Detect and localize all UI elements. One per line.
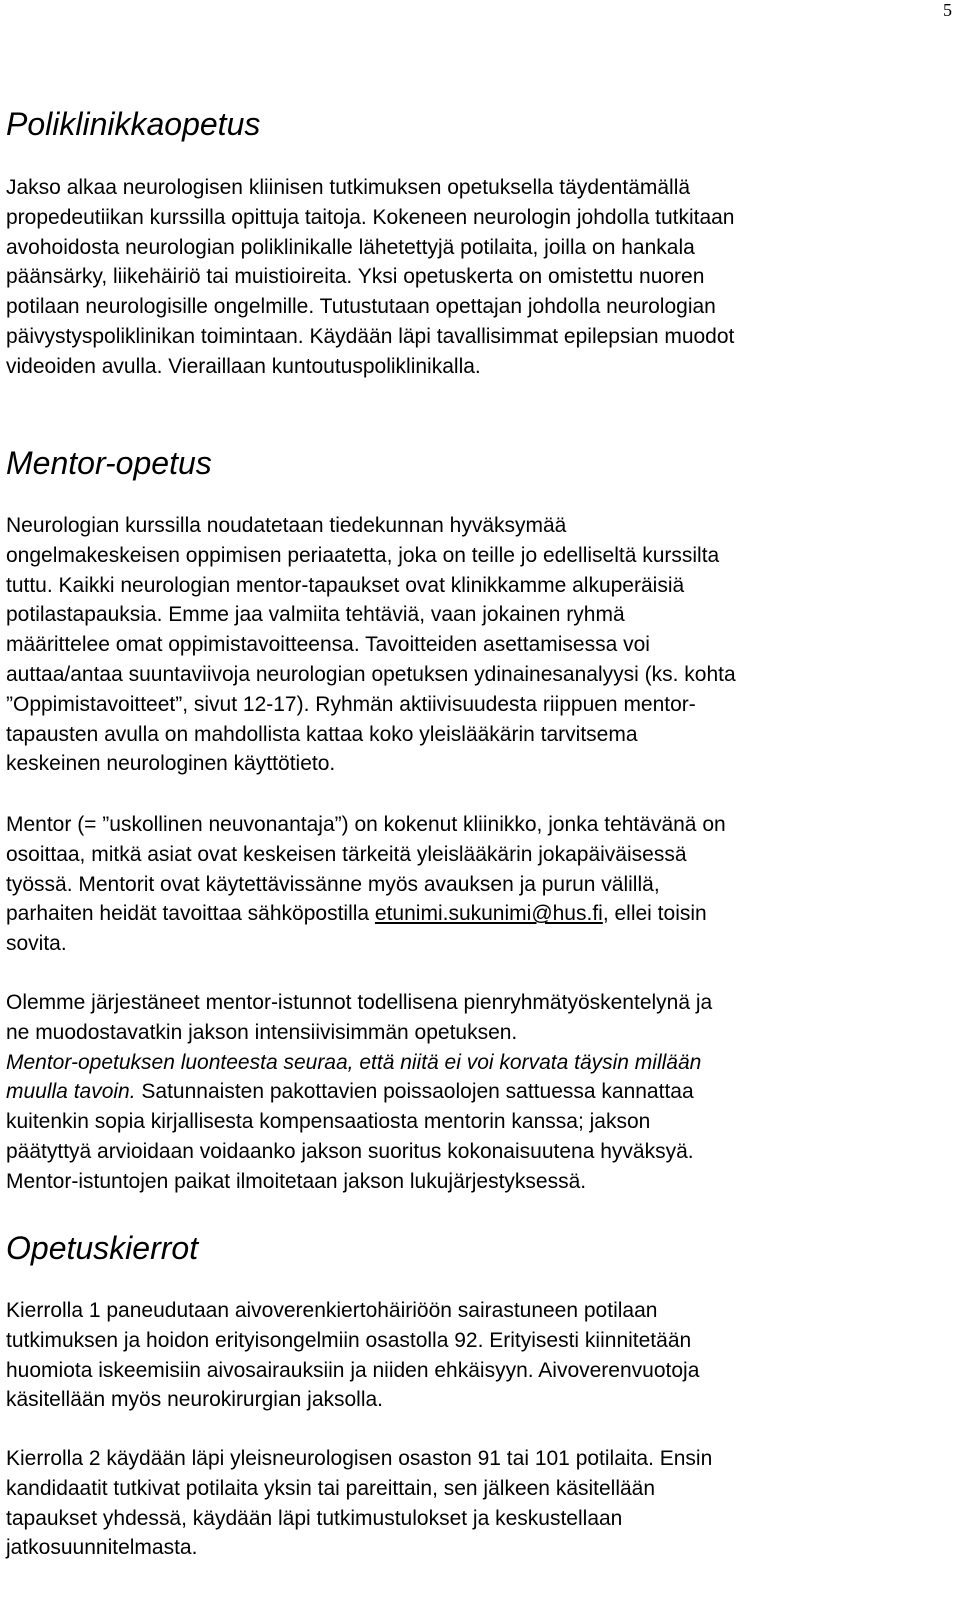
text-line: ne muodostavatkin jakson intensiivisimmän opetuksen. bbox=[6, 1020, 518, 1044]
paragraph-mentor-definition bbox=[6, 810, 936, 959]
text-line: tutkimuksen ja hoidon erityisongelmiin osastolla 92. Erityisesti kiinnitetään bbox=[6, 1328, 692, 1352]
italic-text-line: muulla tavoin. bbox=[6, 1080, 136, 1104]
paragraph-mentor-sessions bbox=[6, 988, 936, 1197]
text-line: potilaan neurologisille ongelmille. Tutustutaan opettajan johdolla neurologian bbox=[6, 295, 716, 319]
text-line: päätyttyä arvioidaan voidaanko jakson suoritus kokonaisuutena hyväksyä. bbox=[6, 1139, 694, 1163]
text-line: sovita. bbox=[6, 932, 67, 956]
heading-poliklinikkaopetus: Poliklinikkaopetus bbox=[6, 106, 261, 142]
text-line: videoiden avulla. Vieraillaan kuntoutuspoliklinikalla. bbox=[6, 354, 481, 378]
text-line: kandidaatit tutkivat potilaita yksin tai pareittain, sen jälkeen käsitellään bbox=[6, 1476, 656, 1500]
text-line: , ellei toisin bbox=[602, 902, 707, 926]
text-line: propedeutiikan kurssilla opittuja taitoja. Kokeneen neurologin johdolla tutkitaan bbox=[6, 205, 735, 229]
paragraph-kierros-2 bbox=[6, 1444, 936, 1563]
italic-text-line: Mentor-opetuksen luonteesta seuraa, että niitä ei voi korvata täysin millään bbox=[6, 1050, 702, 1074]
text-line: potilastapauksia. Emme jaa valmiita tehtäviä, vaan jokainen ryhmä bbox=[6, 603, 625, 627]
heading-opetuskierrot: Opetuskierrot bbox=[6, 1230, 199, 1266]
paragraph-mentor-intro bbox=[6, 511, 936, 779]
text-line: tuttu. Kaikki neurologian mentor-tapaukset ovat klinikkamme alkuperäisiä bbox=[6, 573, 685, 597]
text-line: ongelmakeskeisen oppimisen periaatetta, joka on teille jo edelliseltä kurssilta bbox=[6, 543, 720, 567]
text-line: päänsärky, liikehäiriö tai muistioireita. Yksi opetuskerta on omistettu nuoren bbox=[6, 265, 705, 289]
text-line: päivystyspoliklinikan toimintaan. Käydään läpi tavallisimmat epilepsian muodot bbox=[6, 324, 735, 348]
text-line: tapaukset yhdessä, käydään läpi tutkimustulokset ja keskustellaan bbox=[6, 1506, 623, 1530]
heading-mentor-opetus: Mentor-opetus bbox=[6, 445, 212, 481]
text-line: keskeinen neurologinen käyttötieto. bbox=[6, 752, 336, 776]
text-line: Jakso alkaa neurologisen kliinisen tutkimuksen opetuksella täydentämällä bbox=[6, 176, 691, 199]
text-line: Mentor (= ”uskollinen neuvonantaja”) on kokenut kliinikko, jonka tehtävänä on bbox=[6, 813, 726, 836]
text-line: Satunnaisten pakottavien poissaolojen sattuessa kannattaa bbox=[135, 1080, 694, 1104]
text-line: Kierrolla 1 paneudutaan aivoverenkiertohäiriöön sairastuneen potilaan bbox=[6, 1299, 658, 1322]
text-line: määrittelee omat oppimistavoitteensa. Tavoitteiden asettamisessa voi bbox=[6, 633, 650, 657]
text-line: Olemme järjestäneet mentor-istunnot todellisena pienryhmätyöskentelynä ja bbox=[6, 991, 713, 1014]
text-line: käsitellään myös neurokirurgian jaksolla. bbox=[6, 1388, 384, 1412]
paragraph-poliklinikkaopetus bbox=[6, 173, 936, 382]
text-line: kuitenkin sopia kirjallisesta kompensaatiosta mentorin kanssa; jakson bbox=[6, 1110, 651, 1134]
text-line: Kierrolla 2 käydään läpi yleisneurologisen osaston 91 tai 101 potilaita. Ensin bbox=[6, 1447, 713, 1470]
text-line: osoittaa, mitkä asiat ovat keskeisen tärkeitä yleislääkärin jokapäiväisessä bbox=[6, 842, 687, 866]
paragraph-kierros-1 bbox=[6, 1296, 936, 1415]
text-line: huomiota iskeemisiin aivosairauksiin ja niiden ehkäisyyn. Aivoverenvuotoja bbox=[6, 1358, 700, 1382]
text-line: ”Oppimistavoitteet”, sivut 12-17). Ryhmän aktiivisuudesta riippuen mentor- bbox=[6, 692, 696, 716]
text-line: auttaa/antaa suuntaviivoja neurologian opetuksen ydinainesanalyysi (ks. kohta bbox=[6, 662, 736, 686]
text-line: työssä. Mentorit ovat käytettävissänne myös avauksen ja purun välillä, bbox=[6, 872, 660, 896]
text-line: avohoidosta neurologian poliklinikalle lähetettyjä potilaita, joilla on hankala bbox=[6, 235, 695, 259]
text-line: Mentor-istuntojen paikat ilmoitetaan jakson lukujärjestyksessä. bbox=[6, 1169, 587, 1193]
text-line: parhaiten heidät tavoittaa sähköpostilla bbox=[6, 902, 375, 926]
text-line: tapausten avulla on mahdollista kattaa koko yleislääkärin tarvitsema bbox=[6, 722, 638, 746]
page-number: 5 bbox=[943, 0, 952, 20]
text-line: Neurologian kurssilla noudatetaan tiedekunnan hyväksymää bbox=[6, 514, 567, 537]
text-line: jatkosuunnitelmasta. bbox=[6, 1536, 198, 1560]
email-link[interactable]: etunimi.sukunimi@hus.fi bbox=[374, 902, 603, 926]
